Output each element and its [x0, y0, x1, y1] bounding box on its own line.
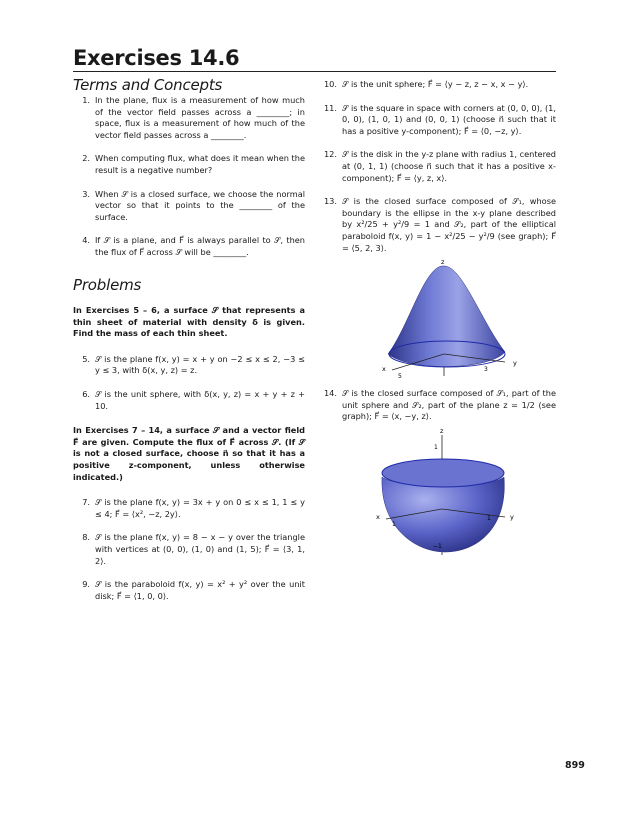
- exercise-14: [320, 388, 556, 423]
- exercise-11: [320, 103, 556, 138]
- y-tick-label: 1: [487, 514, 491, 522]
- z-tick-label: 1: [434, 443, 438, 451]
- title-rule: [73, 71, 556, 72]
- exercise-number: 1.: [82, 95, 90, 105]
- x-tick-label: 1: [392, 520, 396, 528]
- exercise-1: [73, 95, 305, 141]
- page-title: Exercises 14.6: [73, 46, 240, 70]
- exercise-text: 𝒮 is the closed surface composed of 𝒮₁, whose boundary is the ellipse in the x-y plane described by x²/25 + y²/9 = 1 and 𝒮₂, part of the elliptical paraboloid f(x, y) = 1 − x²/25 − y²/9 (see graph); F⃗ = ⟨5, 2, 3⟩.: [342, 196, 556, 253]
- exercise-text: 𝒮 is the unit sphere, with δ(x, y, z) = x + y + z + 10.: [95, 388, 305, 411]
- x-axis-label: x: [382, 365, 386, 374]
- exercise-7: [73, 497, 305, 520]
- exercise-2: [73, 153, 305, 176]
- neg-tick-label: −1: [433, 542, 442, 550]
- exercise-number: 5.: [82, 353, 90, 364]
- exercise-10: [320, 79, 556, 91]
- problems-column: [73, 305, 305, 602]
- exercise-number: 9.: [82, 579, 90, 590]
- z-axis-label: z: [441, 258, 445, 267]
- exercise-12: [320, 149, 556, 184]
- exercise-text: In the plane, flux is a measurement of how much of the vector field passes across a ________; in space, flux is a measurement of how much of the vector field passes across a ________.: [95, 95, 305, 140]
- exercise-text: 𝒮 is the closed surface composed of 𝒮₁, part of the unit sphere and 𝒮₂, part of the plane z = 1/2 (see graph); F⃗ = ⟨x, −y, z⟩.: [342, 388, 556, 422]
- page-number: 899: [565, 760, 585, 771]
- exercise-number: 2.: [82, 153, 90, 164]
- exercise-text: 𝒮 is the plane f(x, y) = 8 − x − y over the triangle with vertices at (0, 0), (1, 0) and (1, 5); F⃗ = ⟨3, 1, 2⟩.: [95, 532, 305, 566]
- section-heading-problems: Problems: [73, 276, 142, 294]
- exercise-number: 6.: [82, 388, 90, 399]
- left-column: [73, 95, 305, 259]
- exercise-number: 14.: [323, 388, 337, 399]
- exercise-8: [73, 532, 305, 567]
- instructions-flux: In Exercises 7 – 14, a surface 𝒮 and a vector field F⃗ are given. Compute the flux of F⃗ across 𝒮. (If 𝒮 is not a closed surface, choose n⃗ so that it has a positive z-component, unless otherwise indicated.): [73, 425, 305, 482]
- exercise-text: 𝒮 is the unit sphere; F⃗ = ⟨y − z, z − x, x − y⟩.: [342, 79, 529, 89]
- exercise-text: If 𝒮 is a plane, and F⃗ is always parallel to 𝒮, then the flux of F⃗ across 𝒮 will be ________.: [95, 235, 305, 257]
- y-axis-label: y: [510, 512, 514, 521]
- right-column: [320, 79, 556, 559]
- exercise-4: [73, 235, 305, 258]
- exercise-number: 12.: [323, 149, 337, 160]
- instructions-mass: In Exercises 5 – 6, a surface 𝒮 that represents a thin sheet of material with density δ is given. Find the mass of each thin sheet.: [73, 305, 305, 339]
- x-axis-label: x: [376, 512, 380, 521]
- exercise-text: When computing flux, what does it mean when the result is a negative number?: [95, 153, 305, 175]
- figure-13-paraboloid: [370, 254, 540, 382]
- exercise-number: 7.: [82, 497, 90, 508]
- exercise-text: 𝒮 is the square in space with corners at (0, 0, 0), (1, 0, 0), (1, 0, 1) and (0, 0, 1) (choose n⃗ such that it has a positive y-component); F⃗ = ⟨0, −z, y⟩.: [342, 102, 556, 136]
- exercise-text: 𝒮 is the plane f(x, y) = 3x + y on 0 ≤ x ≤ 1, 1 ≤ y ≤ 4; F⃗ = ⟨x², −z, 2y⟩.: [95, 497, 305, 519]
- exercise-number: 13.: [323, 196, 337, 207]
- exercise-text: 𝒮 is the plane f(x, y) = x + y on −2 ≤ x ≤ 2, −3 ≤ y ≤ 3, with δ(x, y, z) = z.: [95, 353, 305, 376]
- z-axis-label: z: [440, 426, 444, 435]
- exercise-text: 𝒮 is the disk in the y-z plane with radius 1, centered at (0, 1, 1) (choose n⃗ such that it has a positive x-component); F⃗ = ⟨y, z, x⟩.: [342, 149, 556, 183]
- exercise-text: When 𝒮 is a closed surface, we choose the normal vector so that it points to the ________ of the surface.: [95, 188, 305, 222]
- x-tick-label: 5: [398, 373, 402, 381]
- section-heading-terms: Terms and Concepts: [73, 76, 223, 94]
- figure-14-truncated-sphere: [370, 427, 540, 559]
- exercise-3: [73, 189, 305, 224]
- exercise-13: [320, 196, 556, 254]
- y-axis-label: y: [513, 359, 517, 368]
- exercise-number: 8.: [82, 532, 90, 543]
- exercise-number: 3.: [82, 188, 90, 199]
- exercise-number: 11.: [323, 102, 337, 113]
- exercise-9: [73, 579, 305, 602]
- paraboloid-surface: [388, 266, 505, 367]
- exercise-number: 10.: [323, 79, 337, 89]
- y-tick-label: 3: [484, 366, 488, 374]
- exercise-number: 4.: [82, 235, 90, 246]
- exercise-text: 𝒮 is the paraboloid f(x, y) = x² + y² over the unit disk; F⃗ = ⟨1, 0, 0⟩.: [95, 579, 305, 601]
- exercise-6: [73, 389, 305, 412]
- top-cap-disk: [382, 459, 504, 487]
- exercise-5: [73, 354, 305, 377]
